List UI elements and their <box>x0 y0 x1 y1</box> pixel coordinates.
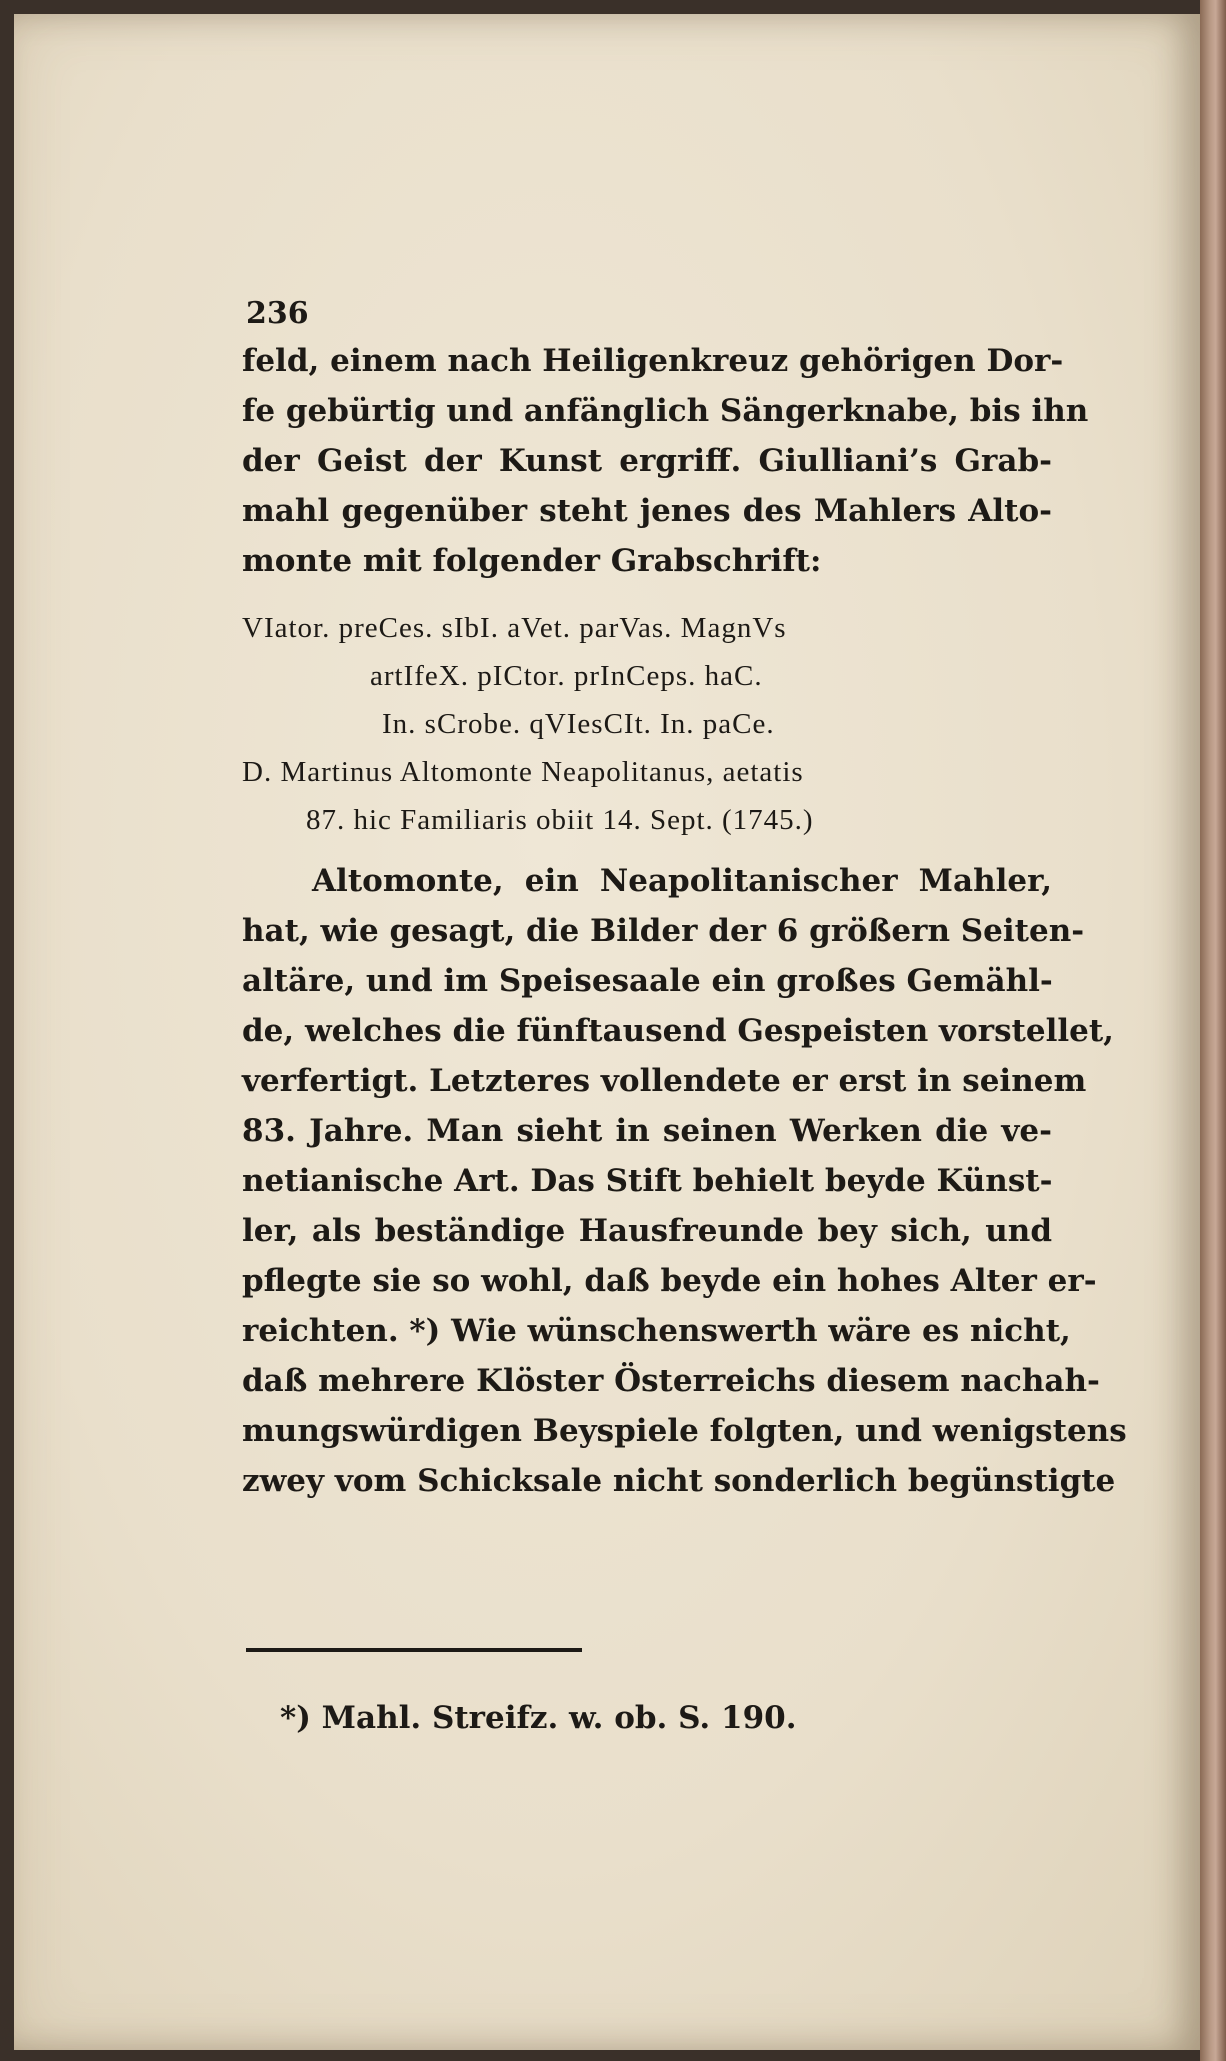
epitaph-line: In. sCrobe. qVIesCIt. In. paCe. <box>382 708 775 740</box>
text-block <box>242 294 1127 1506</box>
text-line: monte mit folgender Grabschrift: <box>242 543 822 579</box>
text-line: daß mehrere Klöster Österreichs diesem nachah- <box>242 1363 1100 1399</box>
epitaph-line: D. Martinus Altomonte Neapolitanus, aetatis <box>242 756 804 788</box>
text-line: feld, einem nach Heiligenkreuz gehörigen Dor- <box>242 343 1064 379</box>
book-edge <box>1200 0 1226 2061</box>
footnote: *) Mahl. Streifz. w. ob. S. 190. <box>280 1700 797 1736</box>
epitaph <box>242 604 1052 844</box>
epitaph-line: VIator. preCes. sIbI. aVet. parVas. MagnVs <box>242 612 787 644</box>
book-page <box>14 14 1200 2050</box>
text-line: zwey vom Schicksale nicht sonderlich begünstigte <box>242 1463 1116 1499</box>
text-line: hat, wie gesagt, die Bilder der 6 größern Seiten- <box>242 913 1085 949</box>
text-line: mungswürdigen Beyspiele folgten, und wenigstens <box>242 1413 1127 1449</box>
paragraph-1 <box>242 336 1089 586</box>
page-number: 236 <box>246 296 309 331</box>
text-line: de, welches die fünftausend Gespeisten vorstellet, <box>242 1013 1114 1049</box>
text-line: verfertigt. Letzteres vollendete er erst in seinem <box>242 1063 1087 1099</box>
text-line: ler, als beständige Hausfreunde bey sich, und <box>242 1213 1052 1249</box>
footnote-rule <box>246 1648 582 1652</box>
text-line: 83. Jahre. Man sieht in seinen Werken die ve- <box>242 1113 1052 1149</box>
text-line: netianische Art. Das Stift behielt beyde Künst- <box>242 1163 1053 1199</box>
text-line: mahl gegenüber steht jenes des Mahlers Alto- <box>242 493 1052 529</box>
text-line: Altomonte, ein Neapolitanischer Mahler, <box>312 863 1052 899</box>
text-line: pflegte sie so wohl, daß beyde ein hohes Alter er- <box>242 1263 1097 1299</box>
text-line: der Geist der Kunst ergriff. Giulliani’s Grab- <box>242 443 1052 479</box>
text-line: altäre, und im Speisesaale ein großes Gemähl- <box>242 963 1053 999</box>
text-line: reichten. *) Wie wünschenswerth wäre es nicht, <box>242 1313 1071 1349</box>
paragraph-2 <box>242 856 1127 1506</box>
epitaph-line: 87. hic Familiaris obiit 14. Sept. (1745.) <box>306 804 814 836</box>
text-line: fe gebürtig und anfänglich Sängerknabe, bis ihn <box>242 393 1089 429</box>
epitaph-line: artIfeX. pICtor. prInCeps. haC. <box>370 660 763 692</box>
